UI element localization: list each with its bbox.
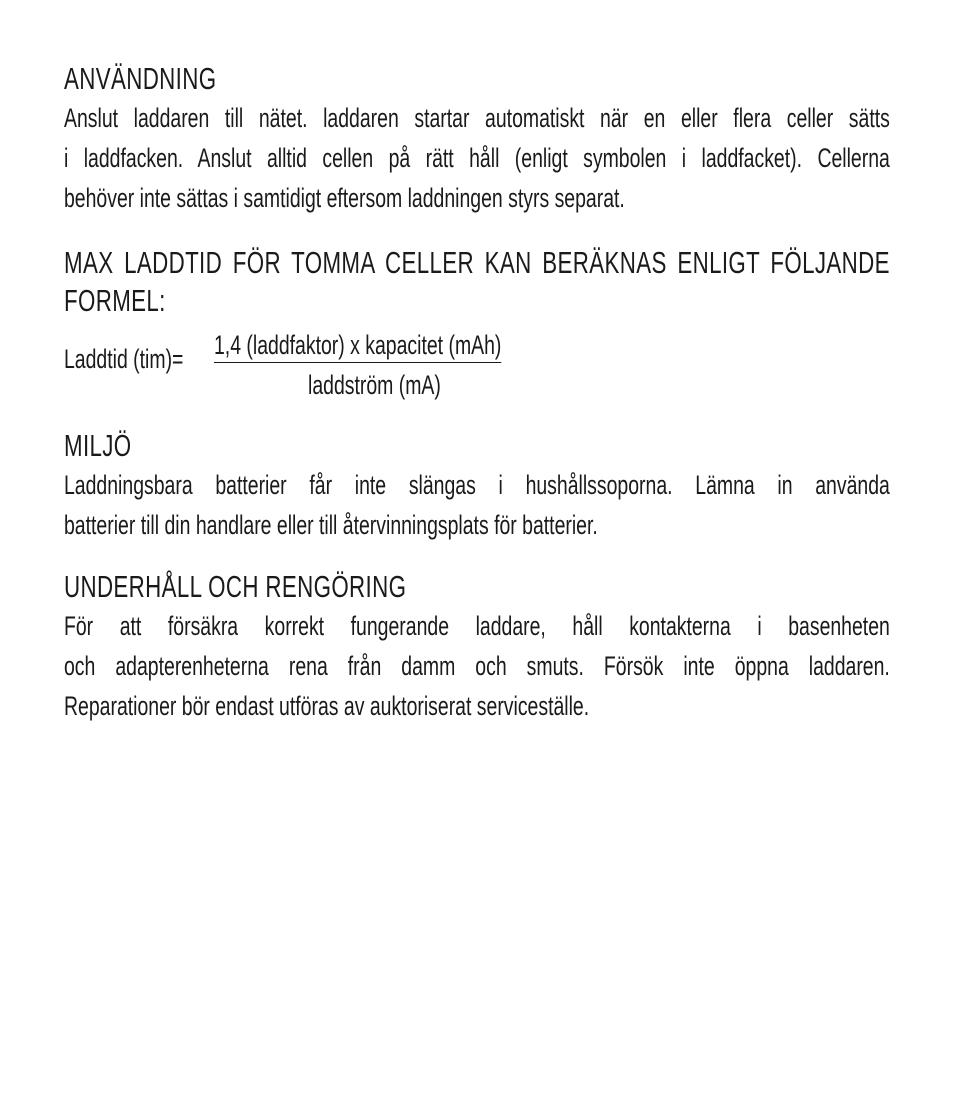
maintenance-paragraph <box>64 606 954 726</box>
charge-time-formula <box>64 328 890 408</box>
usage-line: behöver inte sättas i samtidigt eftersom laddningen styrs separat. <box>64 183 625 213</box>
maintenance-line: och adapterenheterna rena från damm och smuts. Försök inte öppna laddaren. <box>64 651 890 681</box>
formula-heading-line: FORMEL: <box>64 283 166 318</box>
maintenance-line: Reparationer bör endast utföras av auktoriserat serviceställe. <box>64 691 590 721</box>
formula-denominator: laddström (mA) <box>308 370 441 400</box>
maintenance-heading <box>64 568 954 606</box>
maintenance-line: För att försäkra korrekt fungerande laddare, håll kontakterna i basenheten <box>64 611 890 641</box>
environment-heading-text: MILJÖ <box>64 428 132 463</box>
environment-paragraph <box>64 465 954 545</box>
formula-section <box>64 244 890 320</box>
usage-heading <box>64 60 954 98</box>
usage-line: Anslut laddaren till nätet. laddaren startar automatiskt när en eller flera celler sätts <box>64 103 890 133</box>
formula-heading <box>64 244 890 320</box>
environment-line: batterier till din handlare eller till återvinningsplats för batterier. <box>64 510 598 540</box>
usage-line: i laddfacken. Anslut alltid cellen på rätt håll (enligt symbolen i laddfacket). Cellerna <box>64 143 890 173</box>
formula-lhs: Laddtid (tim)= <box>64 344 184 374</box>
formula-heading-line: MAX LADDTID FÖR TOMMA CELLER KAN BERÄKNAS ENLIGT FÖLJANDE <box>64 245 890 280</box>
usage-heading-text: ANVÄNDNING <box>64 61 217 96</box>
formula-numerator: 1,4 (laddfaktor) x kapacitet (mAh) <box>214 328 501 363</box>
environment-line: Laddningsbara batterier får inte slängas i hushållssoporna. Lämna in använda <box>64 470 890 500</box>
usage-section <box>64 60 954 218</box>
environment-heading <box>64 427 954 465</box>
usage-paragraph <box>64 98 954 218</box>
maintenance-section <box>64 568 954 726</box>
maintenance-heading-text: UNDERHÅLL OCH RENGÖRING <box>64 569 407 604</box>
environment-section <box>64 427 954 545</box>
